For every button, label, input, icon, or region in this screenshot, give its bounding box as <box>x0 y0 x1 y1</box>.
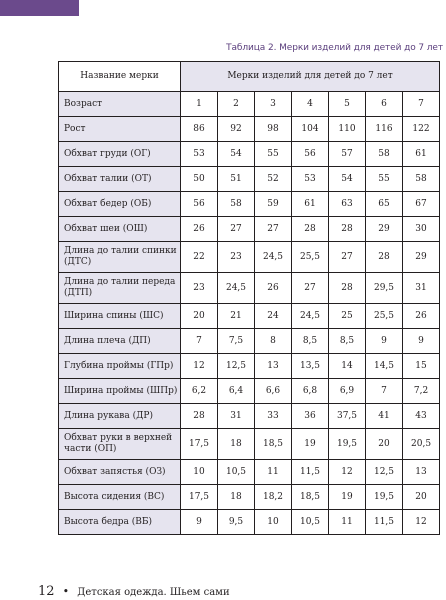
measure-value: 8,5 <box>329 329 366 354</box>
measure-value: 12,5 <box>366 460 403 485</box>
measure-value: 11,5 <box>366 510 403 535</box>
measure-value: 55 <box>366 167 403 192</box>
table-row <box>59 192 440 217</box>
table-row <box>59 329 440 354</box>
measure-value: 29 <box>366 217 403 242</box>
measure-label: Глубина проймы (ГПр) <box>59 354 181 379</box>
measure-value: 6,2 <box>181 379 218 404</box>
measure-label: Обхват запястья (ОЗ) <box>59 460 181 485</box>
measure-value: 54 <box>329 167 366 192</box>
measure-value: 6,4 <box>218 379 255 404</box>
measure-value: 56 <box>181 192 218 217</box>
measure-value: 14 <box>329 354 366 379</box>
measure-value: 18 <box>218 429 255 460</box>
measure-value: 59 <box>255 192 292 217</box>
page-number: 12 <box>38 584 55 599</box>
table-caption: Таблица 2. Мерки изделий для детей до 7 лет <box>226 43 443 53</box>
measure-value: 18,5 <box>292 485 329 510</box>
measure-label: Обхват груди (ОГ) <box>59 142 181 167</box>
measure-value: 57 <box>329 142 366 167</box>
measure-value: 92 <box>218 117 255 142</box>
measure-value: 28 <box>329 217 366 242</box>
measure-value: 98 <box>255 117 292 142</box>
measure-value: 28 <box>181 404 218 429</box>
measure-value: 52 <box>255 167 292 192</box>
book-title: Детская одежда. Шьем сами <box>77 587 230 598</box>
measure-value: 17,5 <box>181 429 218 460</box>
table-row <box>59 217 440 242</box>
measure-value: 65 <box>366 192 403 217</box>
measure-value: 6 <box>366 92 403 117</box>
measure-value: 9 <box>181 510 218 535</box>
measure-value: 11 <box>329 510 366 535</box>
measure-value: 29,5 <box>366 273 403 304</box>
measure-value: 23 <box>181 273 218 304</box>
measure-value: 27 <box>329 242 366 273</box>
measure-value: 61 <box>292 192 329 217</box>
measure-value: 18,5 <box>255 429 292 460</box>
measure-value: 13,5 <box>292 354 329 379</box>
measure-value: 13 <box>403 460 440 485</box>
page-footer <box>38 580 230 599</box>
measure-value: 22 <box>181 242 218 273</box>
measure-value: 2 <box>218 92 255 117</box>
measure-value: 41 <box>366 404 403 429</box>
measure-value: 36 <box>292 404 329 429</box>
measure-value: 24,5 <box>218 273 255 304</box>
measure-value: 3 <box>255 92 292 117</box>
measure-value: 53 <box>181 142 218 167</box>
measure-label: Обхват талии (ОТ) <box>59 167 181 192</box>
measure-label: Ширина проймы (ШПр) <box>59 379 181 404</box>
values-column-header: Мерки изделий для детей до 7 лет <box>181 62 440 92</box>
measure-value: 24,5 <box>292 304 329 329</box>
measure-value: 63 <box>329 192 366 217</box>
measure-value: 33 <box>255 404 292 429</box>
name-column-header: Название мерки <box>59 62 181 92</box>
measure-label: Длина до талии спинки (ДТС) <box>59 242 181 273</box>
measure-value: 116 <box>366 117 403 142</box>
measure-value: 12 <box>403 510 440 535</box>
measure-value: 1 <box>181 92 218 117</box>
measure-value: 67 <box>403 192 440 217</box>
measure-label: Длина рукава (ДР) <box>59 404 181 429</box>
measure-value: 12 <box>329 460 366 485</box>
measure-value: 7,5 <box>218 329 255 354</box>
measure-value: 26 <box>403 304 440 329</box>
measure-label: Высота сидения (ВС) <box>59 485 181 510</box>
measure-value: 110 <box>329 117 366 142</box>
measure-value: 10 <box>181 460 218 485</box>
measure-value: 50 <box>181 167 218 192</box>
measure-value: 30 <box>403 217 440 242</box>
corner-color-bar <box>0 0 79 16</box>
measure-value: 31 <box>403 273 440 304</box>
measure-value: 17,5 <box>181 485 218 510</box>
measure-value: 18 <box>218 485 255 510</box>
measure-value: 25,5 <box>292 242 329 273</box>
measure-value: 20 <box>403 485 440 510</box>
table-row <box>59 117 440 142</box>
measure-value: 11 <box>255 460 292 485</box>
measure-value: 104 <box>292 117 329 142</box>
measure-label: Возраст <box>59 92 181 117</box>
measure-value: 20,5 <box>403 429 440 460</box>
footer-separator: • <box>62 585 70 598</box>
measure-value: 7 <box>403 92 440 117</box>
measure-value: 5 <box>329 92 366 117</box>
measure-value: 27 <box>292 273 329 304</box>
table-row <box>59 429 440 460</box>
measure-value: 24 <box>255 304 292 329</box>
table-row <box>59 142 440 167</box>
measure-value: 7,2 <box>403 379 440 404</box>
measure-value: 19,5 <box>329 429 366 460</box>
measure-value: 43 <box>403 404 440 429</box>
table-row <box>59 304 440 329</box>
measure-value: 8,5 <box>292 329 329 354</box>
measure-label: Ширина спины (ШС) <box>59 304 181 329</box>
measure-value: 58 <box>403 167 440 192</box>
measure-value: 28 <box>292 217 329 242</box>
measurements-table <box>58 61 440 535</box>
table-row <box>59 404 440 429</box>
measure-value: 53 <box>292 167 329 192</box>
table-row <box>59 460 440 485</box>
measure-value: 55 <box>255 142 292 167</box>
table-body <box>59 92 440 535</box>
measure-value: 58 <box>366 142 403 167</box>
measure-value: 18,2 <box>255 485 292 510</box>
measure-value: 9 <box>403 329 440 354</box>
measure-value: 13 <box>255 354 292 379</box>
measure-value: 19 <box>329 485 366 510</box>
measure-value: 37,5 <box>329 404 366 429</box>
measure-value: 9,5 <box>218 510 255 535</box>
measure-value: 20 <box>181 304 218 329</box>
measure-value: 12 <box>181 354 218 379</box>
measure-value: 54 <box>218 142 255 167</box>
measure-value: 58 <box>218 192 255 217</box>
measure-value: 6,8 <box>292 379 329 404</box>
measure-value: 122 <box>403 117 440 142</box>
measure-value: 20 <box>366 429 403 460</box>
measure-label: Длина до талии переда (ДТП) <box>59 273 181 304</box>
measure-value: 9 <box>366 329 403 354</box>
table-row <box>59 510 440 535</box>
measure-label: Обхват бедер (ОБ) <box>59 192 181 217</box>
measure-value: 6,6 <box>255 379 292 404</box>
measure-value: 6,9 <box>329 379 366 404</box>
table-row <box>59 92 440 117</box>
measure-value: 26 <box>181 217 218 242</box>
measure-label: Обхват руки в верхней части (ОП) <box>59 429 181 460</box>
measure-value: 11,5 <box>292 460 329 485</box>
measure-value: 10,5 <box>218 460 255 485</box>
measure-value: 27 <box>255 217 292 242</box>
measure-value: 86 <box>181 117 218 142</box>
measure-value: 7 <box>366 379 403 404</box>
measure-value: 7 <box>181 329 218 354</box>
measure-value: 24,5 <box>255 242 292 273</box>
measure-label: Длина плеча (ДП) <box>59 329 181 354</box>
measure-value: 10 <box>255 510 292 535</box>
measure-value: 25 <box>329 304 366 329</box>
measure-value: 4 <box>292 92 329 117</box>
measure-value: 12,5 <box>218 354 255 379</box>
table-row <box>59 273 440 304</box>
measure-value: 26 <box>255 273 292 304</box>
table-row <box>59 485 440 510</box>
measure-value: 19 <box>292 429 329 460</box>
table-row <box>59 242 440 273</box>
measure-label: Рост <box>59 117 181 142</box>
measure-value: 25,5 <box>366 304 403 329</box>
measure-label: Высота бедра (ВБ) <box>59 510 181 535</box>
measure-label: Обхват шеи (ОШ) <box>59 217 181 242</box>
measure-value: 21 <box>218 304 255 329</box>
measure-value: 61 <box>403 142 440 167</box>
table-header-row <box>59 62 440 92</box>
measure-value: 10,5 <box>292 510 329 535</box>
table-row <box>59 379 440 404</box>
measure-value: 19,5 <box>366 485 403 510</box>
table-row <box>59 167 440 192</box>
measure-value: 31 <box>218 404 255 429</box>
measure-value: 28 <box>366 242 403 273</box>
measure-value: 27 <box>218 217 255 242</box>
measure-value: 29 <box>403 242 440 273</box>
measure-value: 51 <box>218 167 255 192</box>
measure-value: 23 <box>218 242 255 273</box>
measure-value: 28 <box>329 273 366 304</box>
table-row <box>59 354 440 379</box>
measure-value: 14,5 <box>366 354 403 379</box>
measure-value: 15 <box>403 354 440 379</box>
measure-value: 56 <box>292 142 329 167</box>
measure-value: 8 <box>255 329 292 354</box>
